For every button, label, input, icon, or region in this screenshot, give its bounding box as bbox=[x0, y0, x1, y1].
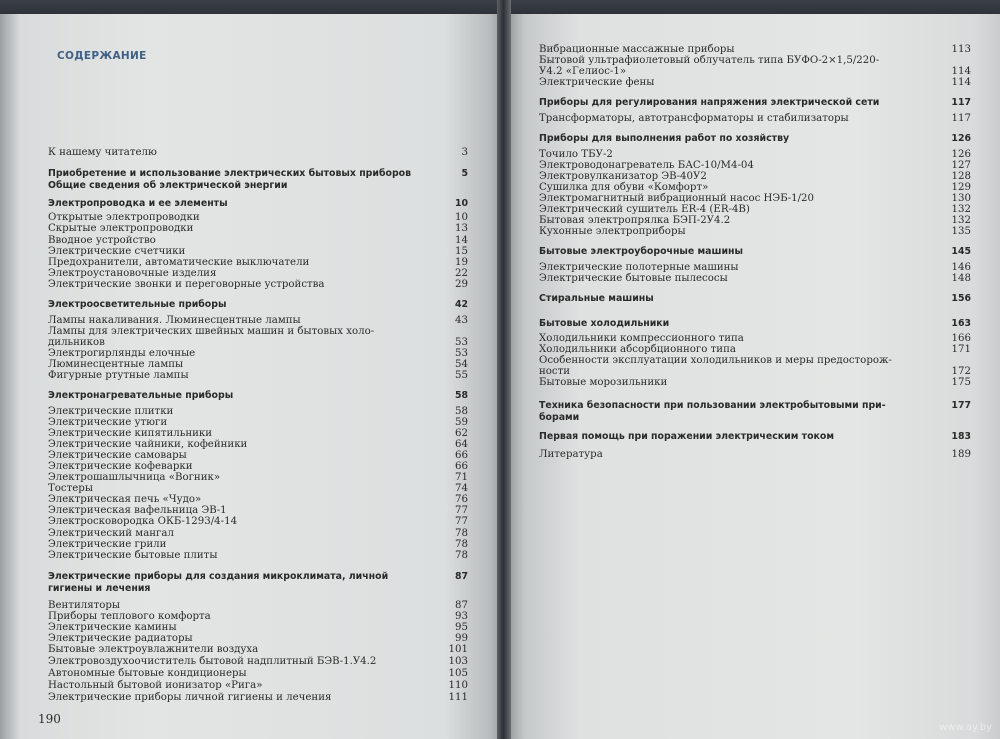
toc-entry-title: Приборы для регулирования напряжения электрической сети bbox=[539, 97, 880, 108]
toc-entry-title: Настольный бытовой ионизатор «Рига» bbox=[48, 680, 263, 691]
toc-entry-page: 171 bbox=[951, 344, 971, 355]
toc-entry-title: Холодильники абсорбционного типа bbox=[539, 344, 736, 355]
toc-entry-title: Автономные бытовые кондиционеры bbox=[48, 668, 247, 679]
toc-entry-page: 74 bbox=[455, 483, 468, 494]
toc-entry-title: Бытовые холодильники bbox=[539, 318, 670, 329]
watermark: www.ay.by bbox=[939, 722, 992, 733]
toc-entry-title: Электрические бытовые плиты bbox=[48, 550, 218, 561]
toc-entry-title: Электрические полотерные машины bbox=[539, 262, 739, 273]
toc-entry-title: Бытовой ультрафиолетовый облучатель типа БУФО-2×1,5/220- bbox=[539, 55, 880, 66]
toc-entry-page: 77 bbox=[455, 505, 468, 516]
toc-entry-page: 3 bbox=[461, 147, 468, 158]
toc-entry-title: Техника безопасности при пользовании электробытовыми при- bbox=[539, 400, 886, 411]
toc-entry-page: 111 bbox=[448, 692, 468, 703]
toc-entry-title: Общие сведения об электрической энергии bbox=[48, 180, 288, 191]
toc-entry-page: 128 bbox=[951, 171, 971, 182]
toc-entry-title: Стиральные машины bbox=[539, 293, 654, 304]
toc-entry-title: Электрошашлычница «Вогник» bbox=[48, 472, 221, 483]
toc-entry-page: 93 bbox=[455, 611, 468, 622]
toc-entry-title: Открытые электропроводки bbox=[48, 212, 200, 223]
toc-entry-page: 132 bbox=[951, 215, 971, 226]
toc-entry-title: Электроосветительные приборы bbox=[48, 299, 227, 310]
toc-entry-page: 175 bbox=[951, 377, 971, 388]
toc-entry-page: 78 bbox=[455, 539, 468, 550]
book-spine bbox=[497, 0, 511, 739]
toc-entry-page: 110 bbox=[448, 680, 468, 691]
toc-entry-page: 114 bbox=[951, 77, 971, 88]
toc-entry-title: Электрический сушитель ER-4 (ER-4B) bbox=[539, 204, 750, 215]
toc-entry-page: 29 bbox=[455, 279, 468, 290]
toc-entry-page: 132 bbox=[951, 204, 971, 215]
toc-entry-title: Кухонные электроприборы bbox=[539, 226, 686, 237]
toc-entry-page: 78 bbox=[455, 528, 468, 539]
toc-entry-page: 10 bbox=[455, 212, 468, 223]
contents-heading: СОДЕРЖАНИЕ bbox=[57, 50, 147, 62]
toc-entry-title: Электрические утюги bbox=[48, 417, 168, 428]
toc-entry-title: Электровоздухоочиститель бытовой надплитный БЭВ-1.У4.2 bbox=[48, 656, 377, 667]
toc-entry-title: Электрические грили bbox=[48, 539, 167, 550]
toc-entry-title: Фигурные ртутные лампы bbox=[48, 370, 189, 381]
toc-entry-page: 19 bbox=[455, 257, 468, 268]
toc-entry-title: Электрические счетчики bbox=[48, 246, 186, 257]
toc-entry-page: 87 bbox=[455, 600, 468, 611]
toc-entry-title: дильников bbox=[48, 337, 105, 348]
toc-entry-page: 43 bbox=[455, 315, 468, 326]
toc-entry-title: Электрические чайники, кофейники bbox=[48, 439, 248, 450]
toc-entry-page: 22 bbox=[455, 268, 468, 279]
toc-entry-title: К нашему читателю bbox=[48, 147, 157, 158]
toc-entry-page: 156 bbox=[951, 293, 971, 304]
toc-entry-page: 58 bbox=[454, 390, 468, 401]
toc-entry-page: 58 bbox=[455, 406, 468, 417]
toc-entry-page: 64 bbox=[455, 439, 468, 450]
toc-entry-title: Электрические кофеварки bbox=[48, 461, 193, 472]
toc-entry-title: Электрические приборы для создания микроклимата, личной bbox=[48, 571, 389, 582]
toc-entry-page: 53 bbox=[455, 337, 468, 348]
toc-entry-title: Электрические камины bbox=[48, 622, 177, 633]
toc-entry-title: Электрические кипятильники bbox=[48, 428, 213, 439]
toc-entry-page: 77 bbox=[455, 516, 468, 527]
toc-entry-title: Электросковородка ОКБ-1293/4-14 bbox=[48, 516, 238, 527]
toc-entry-page: 55 bbox=[455, 370, 468, 381]
toc-entry-title: Электрическая вафельница ЭВ-1 bbox=[48, 505, 227, 516]
toc-entry-title: Электрические самовары bbox=[48, 450, 187, 461]
toc-entry-page: 126 bbox=[951, 149, 971, 160]
toc-entry-page: 146 bbox=[951, 262, 971, 273]
toc-entry-page: 113 bbox=[951, 44, 971, 55]
toc-entry-title: Вводное устройство bbox=[48, 235, 156, 246]
toc-entry-title: Бытовые электроувлажнители воздуха bbox=[48, 644, 259, 655]
toc-entry-page: 78 bbox=[455, 550, 468, 561]
toc-entry-page: 135 bbox=[951, 226, 971, 237]
toc-entry-title: Электронагревательные приборы bbox=[48, 390, 234, 401]
toc-entry-title: Приборы теплового комфорта bbox=[48, 611, 211, 622]
toc-entry-title: гигиены и лечения bbox=[48, 583, 151, 594]
toc-entry-title: Лампы накаливания. Люминесцентные лампы bbox=[48, 315, 301, 326]
toc-entry-page: 183 bbox=[951, 431, 971, 442]
toc-entry-title: Вентиляторы bbox=[48, 600, 121, 611]
toc-entry-page: 117 bbox=[951, 97, 971, 108]
toc-entry-page: 189 bbox=[951, 449, 971, 460]
toc-entry-title: Электрическая печь «Чудо» bbox=[48, 494, 202, 505]
toc-entry-title: Бытовые морозильники bbox=[539, 377, 668, 388]
toc-entry-title: Электровулканизатор ЭВ-40У2 bbox=[539, 171, 707, 182]
toc-entry-page: 66 bbox=[455, 461, 468, 472]
toc-entry-page: 53 bbox=[455, 348, 468, 359]
toc-entry-page: 54 bbox=[455, 359, 468, 370]
toc-entry-page: 145 bbox=[951, 246, 971, 257]
toc-entry-page: 105 bbox=[448, 668, 468, 679]
toc-entry-title: Электрические звонки и переговорные устройства bbox=[48, 279, 325, 290]
toc-entry-page: 15 bbox=[455, 246, 468, 257]
toc-entry-title: Приборы для выполнения работ по хозяйству bbox=[539, 133, 790, 144]
toc-entry-title: Холодильники компрессионного типа bbox=[539, 333, 744, 344]
toc-entry-title: Электрические фены bbox=[539, 77, 655, 88]
toc-entry-title: Люминесцентные лампы bbox=[48, 359, 184, 370]
toc-entry-page: 87 bbox=[454, 571, 468, 582]
toc-entry-page: 14 bbox=[455, 235, 468, 246]
toc-entry-title: Электрогирлянды елочные bbox=[48, 348, 196, 359]
toc-entry-page: 10 bbox=[454, 198, 468, 209]
toc-entry-page: 127 bbox=[951, 160, 971, 171]
toc-entry-page: 130 bbox=[951, 193, 971, 204]
toc-entry-title: Вибрационные массажные приборы bbox=[539, 44, 735, 55]
toc-entry-page: 163 bbox=[951, 318, 971, 329]
toc-entry-title: Электроустановочные изделия bbox=[48, 268, 217, 279]
toc-entry-title: Скрытые электропроводки bbox=[48, 223, 194, 234]
toc-entry-page: 101 bbox=[448, 644, 468, 655]
toc-entry-page: 5 bbox=[461, 168, 468, 179]
toc-entry-page: 42 bbox=[454, 299, 468, 310]
toc-entry-title: Предохранители, автоматические выключатели bbox=[48, 257, 310, 268]
toc-entry-title: Электроводонагреватель БАС-10/М4-04 bbox=[539, 160, 754, 171]
toc-entry-title: борами bbox=[539, 412, 580, 423]
toc-entry-page: 62 bbox=[455, 428, 468, 439]
toc-entry-page: 172 bbox=[951, 366, 971, 377]
toc-entry-page: 129 bbox=[951, 182, 971, 193]
toc-entry-page: 103 bbox=[448, 656, 468, 667]
toc-entry-page: 66 bbox=[455, 450, 468, 461]
toc-entry-title: Электрические радиаторы bbox=[48, 633, 193, 644]
toc-entry-page: 117 bbox=[951, 113, 971, 124]
toc-entry-title: Первая помощь при поражении электрическим током bbox=[539, 431, 834, 442]
toc-entry-page: 114 bbox=[951, 66, 971, 77]
toc-entry-title: Бытовые электроуборочные машины bbox=[539, 246, 743, 257]
toc-entry-page: 71 bbox=[455, 472, 468, 483]
right-page bbox=[505, 0, 1000, 739]
toc-entry-title: Лампы для электрических швейных машин и бытовых холо- bbox=[48, 326, 375, 337]
toc-entry-title: Приобретение и использование электрических бытовых приборов bbox=[48, 168, 412, 179]
toc-entry-page: 126 bbox=[951, 133, 971, 144]
toc-entry-title: ности bbox=[539, 366, 571, 377]
toc-entry-title: Электрические бытовые пылесосы bbox=[539, 273, 728, 284]
toc-entry-title: Электромагнитный вибрационный насос НЭБ-1/20 bbox=[539, 193, 815, 204]
toc-entry-title: Электрические приборы личной гигиены и лечения bbox=[48, 692, 332, 703]
toc-entry-page: 76 bbox=[455, 494, 468, 505]
toc-entry-title: Электрический мангал bbox=[48, 528, 174, 539]
page-number: 190 bbox=[38, 712, 61, 726]
toc-entry-title: У4.2 «Гелиос-1» bbox=[539, 66, 627, 77]
toc-entry-title: Особенности эксплуатации холодильников и меры предосторож- bbox=[539, 355, 892, 366]
toc-entry-title: Точило ТБУ-2 bbox=[539, 149, 613, 160]
toc-entry-page: 59 bbox=[455, 417, 468, 428]
toc-entry-title: Сушилка для обуви «Комфорт» bbox=[539, 182, 709, 193]
toc-entry-title: Электропроводка и ее элементы bbox=[48, 198, 228, 209]
toc-entry-page: 99 bbox=[455, 633, 468, 644]
toc-entry-title: Электрические плитки bbox=[48, 406, 174, 417]
toc-entry-title: Бытовая электропрялка БЭП-2У4.2 bbox=[539, 215, 731, 226]
toc-entry-page: 95 bbox=[455, 622, 468, 633]
toc-entry-page: 148 bbox=[951, 273, 971, 284]
toc-entry-title: Трансформаторы, автотрансформаторы и стабилизаторы bbox=[539, 113, 849, 124]
toc-entry-title: Тостеры bbox=[48, 483, 93, 494]
toc-entry-page: 177 bbox=[951, 400, 971, 411]
toc-entry-page: 166 bbox=[951, 333, 971, 344]
toc-entry-page: 13 bbox=[455, 223, 468, 234]
toc-entry-title: Литература bbox=[539, 449, 603, 460]
